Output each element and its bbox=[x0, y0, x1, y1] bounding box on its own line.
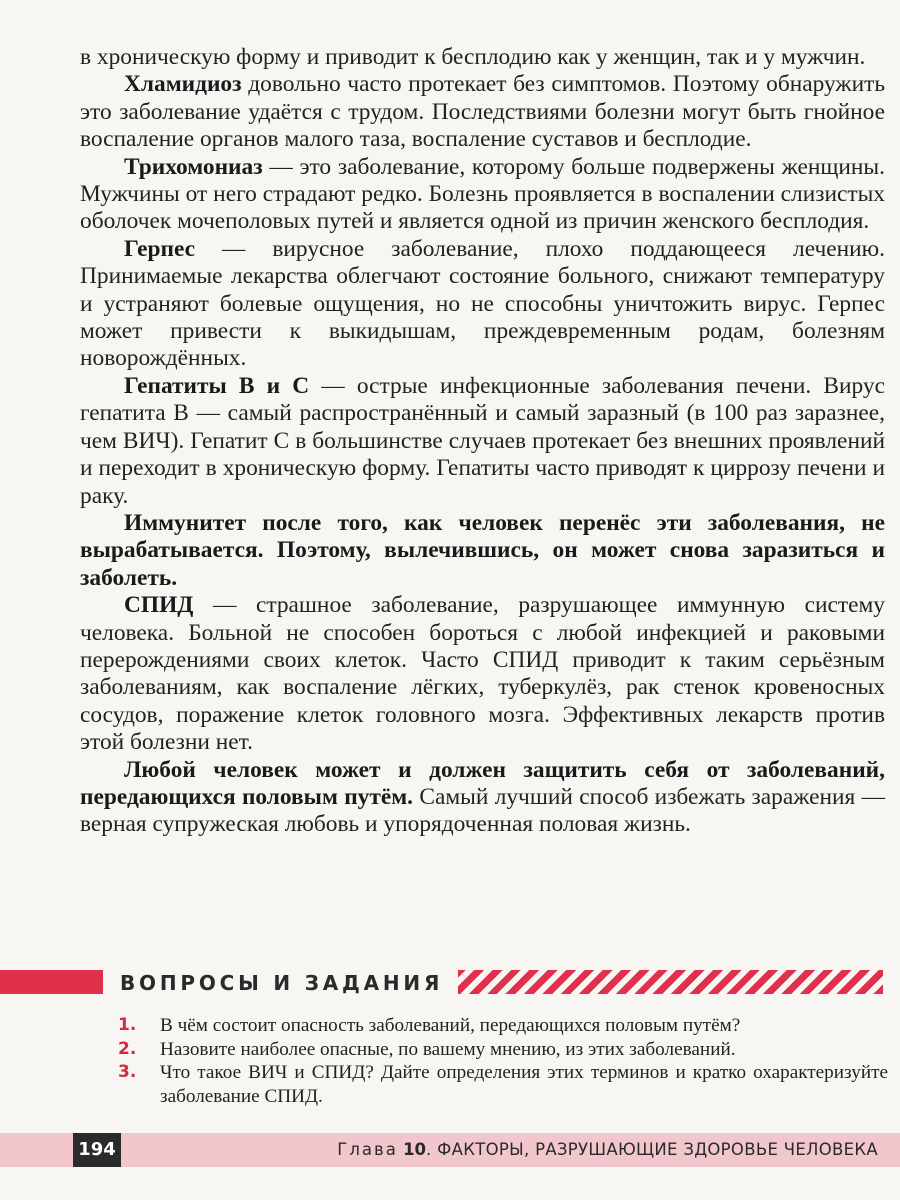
chapter-name: . ФАКТОРЫ, РАЗРУШАЮЩИЕ ЗДОРОВЬЕ ЧЕЛОВЕКА bbox=[426, 1140, 878, 1159]
term: СПИД bbox=[124, 592, 194, 619]
term: Трихомониаз bbox=[124, 153, 263, 180]
paragraph-chlamydia bbox=[80, 71, 885, 153]
question-number: 1. bbox=[118, 1015, 137, 1035]
questions-section-header bbox=[0, 966, 900, 1000]
chapter-title bbox=[337, 1133, 878, 1167]
question-number: 3. bbox=[118, 1062, 137, 1082]
term: Любой человек может и должен защитить себя от заболеваний, передающихся половым путём. bbox=[80, 756, 885, 810]
page-footer bbox=[0, 1133, 900, 1167]
paragraph-text: Самый лучший способ избежать заражения — верная супружеская любовь и упорядоченная половая жизнь. bbox=[80, 783, 885, 838]
body-text bbox=[80, 44, 885, 839]
question-text: Назовите наиболее опасные, по вашему мнению, из этих заболеваний. bbox=[160, 1038, 736, 1060]
question-number: 2. bbox=[118, 1038, 137, 1059]
paragraph-hepatitis bbox=[80, 373, 885, 510]
paragraph-protection bbox=[80, 757, 885, 839]
term: Гепатиты В и С bbox=[124, 372, 310, 399]
page-number: 194 bbox=[73, 1133, 121, 1167]
header-stripes bbox=[458, 970, 883, 994]
section-title: ВОПРОСЫ И ЗАДАНИЯ bbox=[120, 971, 444, 995]
paragraph-text: довольно часто протекает без симптомов. Поэтому обнаружить это заболевание удаётся с трудом. Последствиями болезни могут быть гнойное воспаление органов малого таза, воспаление суставов и бесплодие. bbox=[80, 71, 885, 153]
questions-list bbox=[118, 1014, 888, 1108]
paragraph bbox=[80, 44, 885, 71]
paragraph-immunity bbox=[80, 510, 885, 592]
question-item bbox=[118, 1014, 888, 1038]
paragraph-text: в хроническую форму и приводит к бесплодию как у женщин, так и у мужчин. bbox=[80, 44, 866, 70]
term: Иммунитет после того, как человек перенёс эти заболевания, не вырабатывается. Поэтому, вылечившись, он может снова заразиться и заболеть. bbox=[80, 509, 885, 591]
paragraph-herpes bbox=[80, 236, 885, 373]
header-accent-bar bbox=[0, 970, 103, 994]
paragraph-text: — страшное заболевание, разрушающее иммунную систему человека. Больной не способен бороться с любой инфекцией и раковыми перерождениями своих клеток. Часто СПИД приводит к таким серьёзным заболеваниям, как воспаление лёгких, туберкулёз, рак стенок кровеносных сосудов, поражение клеток головного мозга. Эффективных лекарств против этой болезни нет. bbox=[80, 592, 885, 756]
paragraph-text: — это заболевание, которому больше подвержены женщины. Мужчины от него страдают редко. Болезнь проявляется в воспалении слизистых оболочек мочеполовых путей и является одной из причин женского бесплодия. bbox=[80, 153, 885, 235]
paragraph-text: — вирусное заболевание, плохо поддающееся лечению. Принимаемые лекарства облегчают состояние больного, снижают температуру и устраняют болевые ощущения, но не способны уничтожить вирус. Герпес может привести к выкидышам, преждевременным родам, болезням новорождённых. bbox=[80, 235, 885, 372]
question-text: В чём состоит опасность заболеваний, передающихся половым путём? bbox=[160, 1015, 741, 1036]
question-item bbox=[118, 1061, 888, 1108]
question-text: Что такое ВИЧ и СПИД? Дайте определения этих терминов и кратко охарактеризуйте заболевание СПИД. bbox=[160, 1062, 888, 1107]
question-item bbox=[118, 1038, 888, 1062]
term: Герпес bbox=[124, 235, 196, 262]
term: Хламидиоз bbox=[124, 71, 242, 98]
paragraph-aids bbox=[80, 592, 885, 756]
paragraph-text: — острые инфекционные заболевания печени. Вирус гепатита В — самый распространённый и самый заразный (в 100 раз заразнее, чем ВИЧ). Гепатит С в большинстве случаев протекает без внешних проявлений и переходит в хроническую форму. Гепатиты часто приводят к циррозу печени и раку. bbox=[80, 372, 885, 509]
chapter-word: Глава bbox=[337, 1140, 398, 1159]
chapter-number: 10 bbox=[403, 1140, 427, 1159]
paragraph-trichomoniasis bbox=[80, 154, 885, 236]
